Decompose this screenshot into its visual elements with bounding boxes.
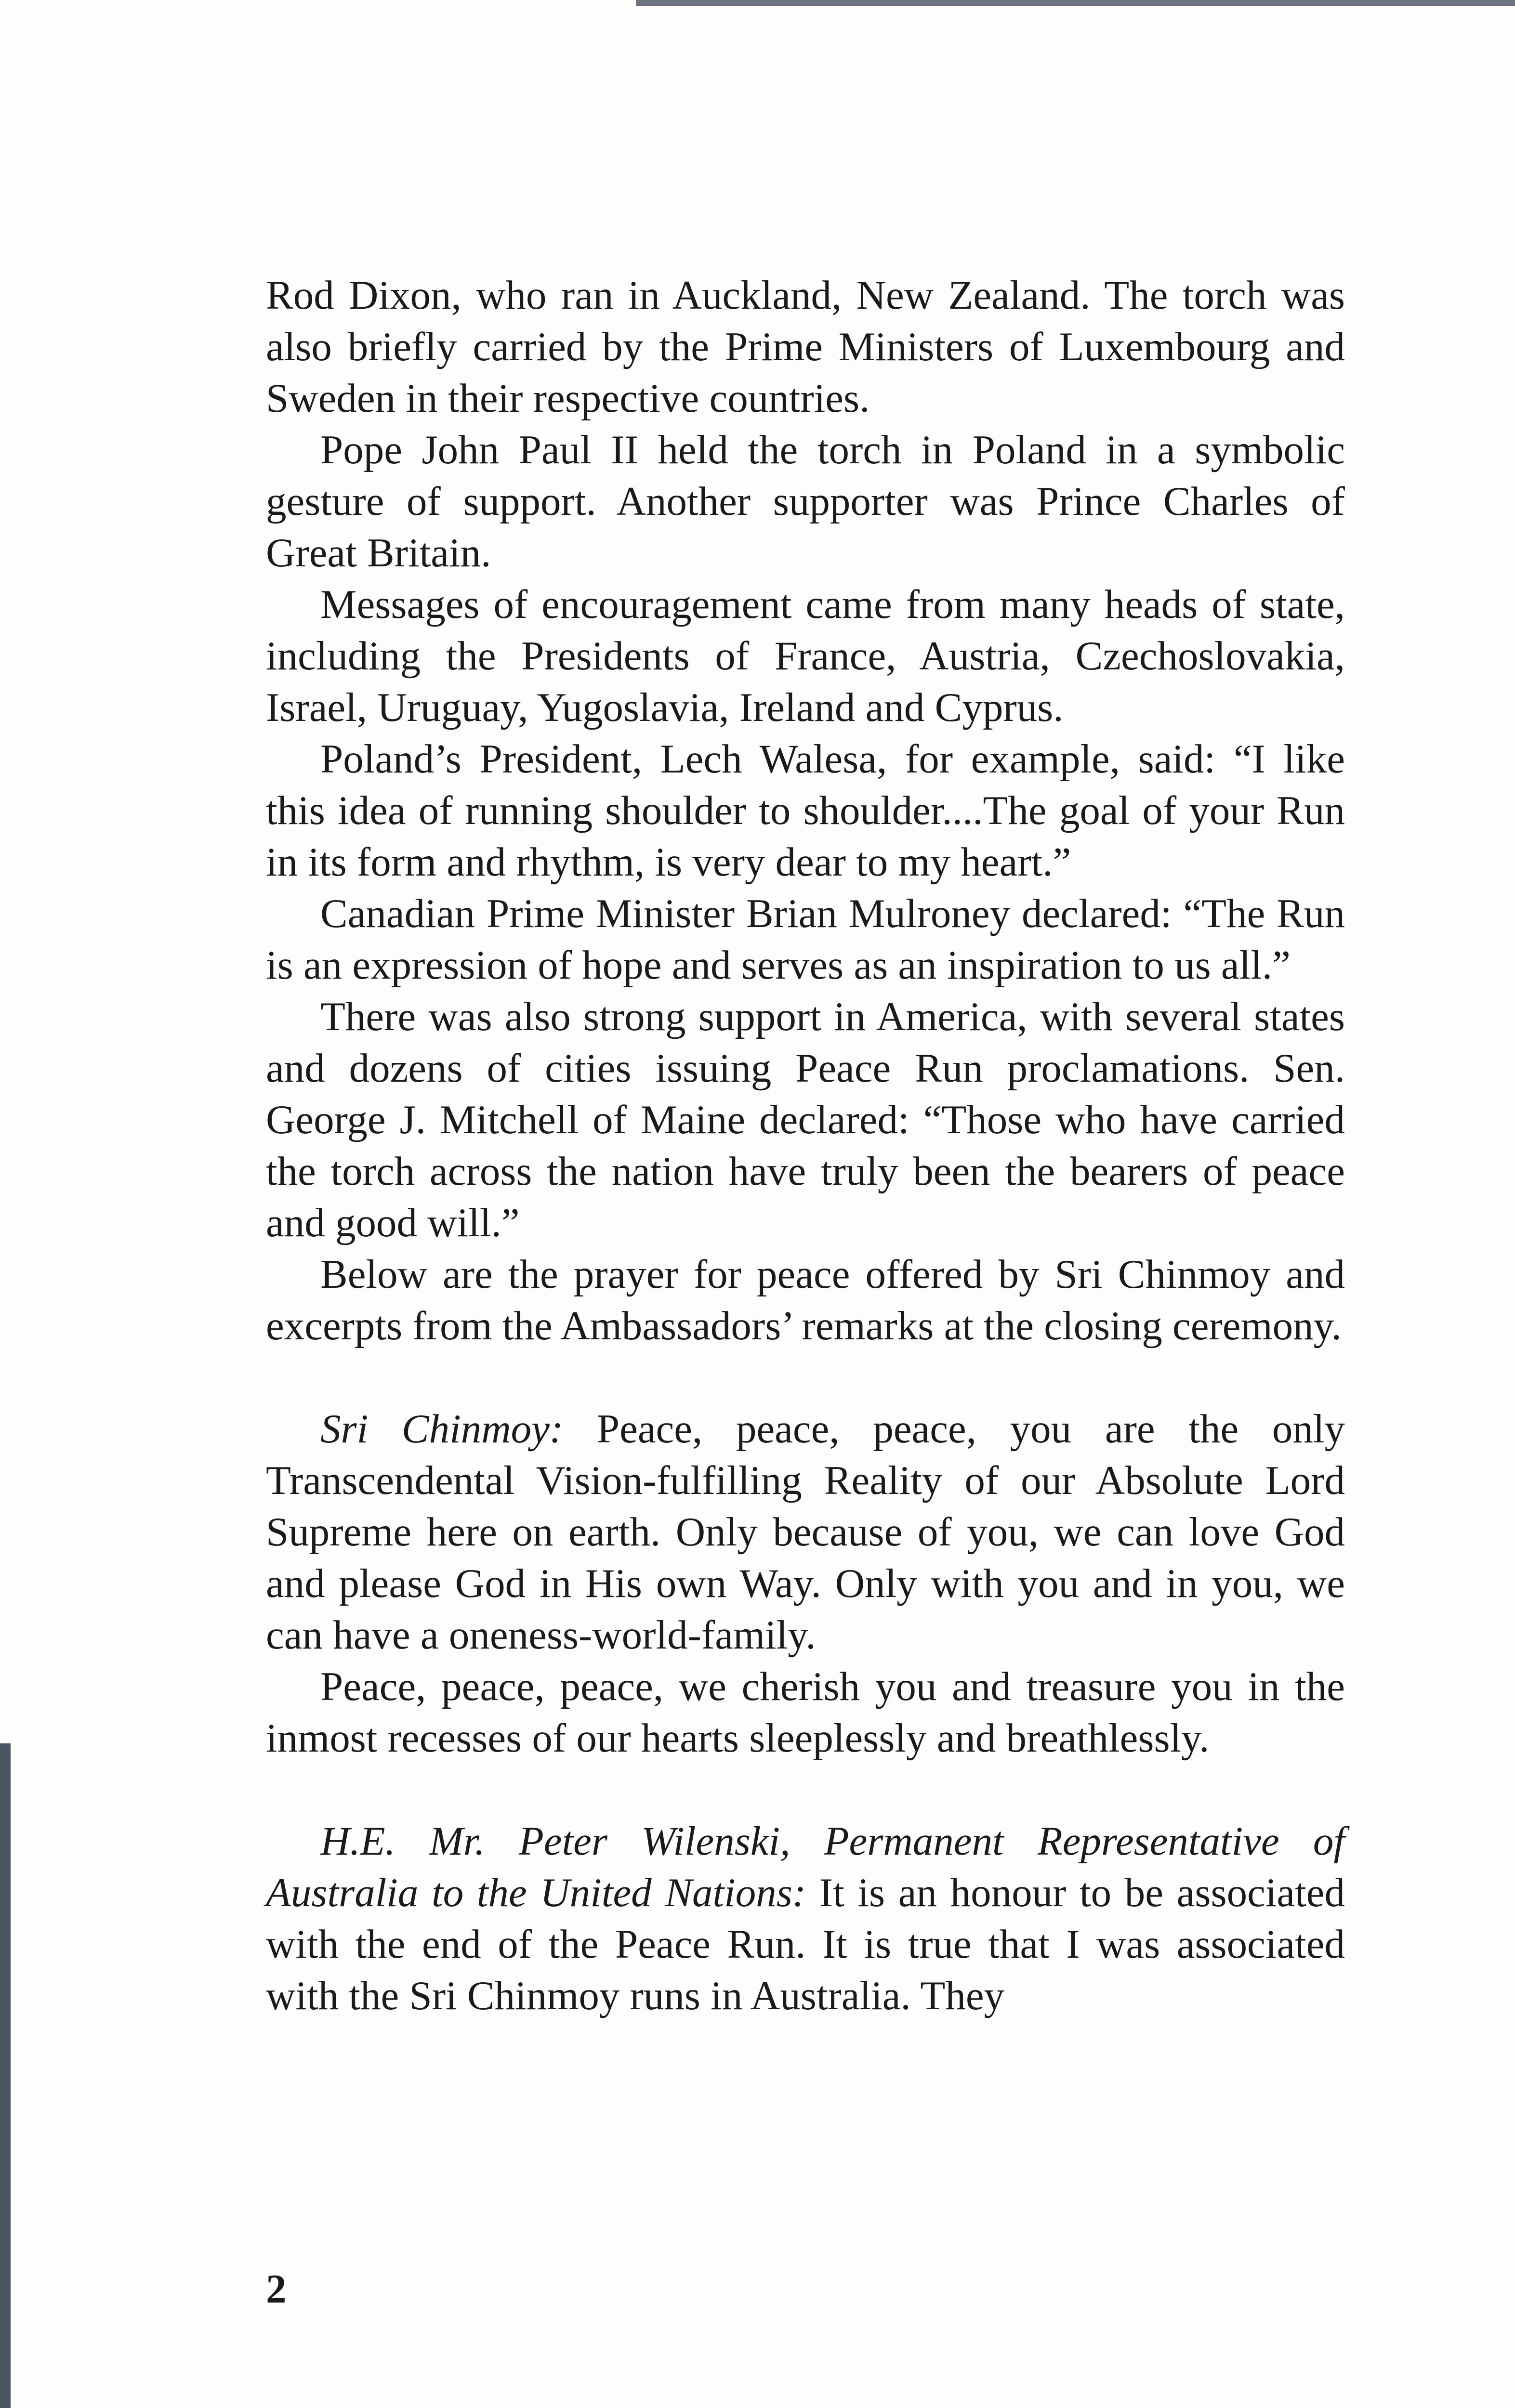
paragraph-wilenski: [266, 1816, 1345, 2022]
speaker-chinmoy: Sri Chinmoy:: [320, 1406, 564, 1452]
paragraph-continuation: Rod Dixon, who ran in Auckland, New Zealand. The torch was also briefly carried by the Prime Ministers of Luxembourg and Sweden in their respective countries.: [266, 273, 1345, 421]
paragraph-pope: Pope John Paul II held the torch in Poland in a symbolic gesture of support. Another supporter was Prince Charles of Great Britain.: [266, 427, 1345, 576]
page-number: 2: [266, 2266, 287, 2312]
speaker-wilenski: H.E. Mr. Peter Wilenski, Permanent Representative of Australia to the United Nations:: [266, 1819, 1345, 1915]
paragraph-intro-prayer: Below are the prayer for peace offered by Sri Chinmoy and excerpts from the Ambassadors’ remarks at the closing ceremony.: [266, 1252, 1345, 1348]
paragraph-mulroney: Canadian Prime Minister Brian Mulroney declared: “The Run is an expression of hope and serves as an inspiration to us all.”: [266, 891, 1345, 988]
paragraph-chinmoy-prayer: [266, 1403, 1345, 1661]
scan-binding-edge: [0, 1743, 11, 2408]
paragraph-heads-of-state: Messages of encouragement came from many heads of state, including the Presidents of France, Austria, Czechoslovakia, Israel, Uruguay, Yugoslavia, Ireland and Cyprus.: [266, 582, 1345, 730]
paragraph-america: There was also strong support in America, with several states and dozens of cities issuing Peace Run proclamations. Sen. George J. Mitchell of Maine declared: “Those who have carried the torch across the nation have truly been the bearers of peace and good will.”: [266, 994, 1345, 1245]
paragraph-chinmoy-continuation: Peace, peace, peace, we cherish you and treasure you in the inmost recesses of our hearts sleeplessly and breathlessly.: [266, 1664, 1345, 1761]
page-body: [266, 270, 1345, 2022]
paragraph-walesa: Poland’s President, Lech Walesa, for example, said: “I like this idea of running shoulder to shoulder....The goal of your Run in its form and rhythm, is very dear to my heart.”: [266, 736, 1345, 885]
wilenski-remarks-text: It is an honour to be associated with the end of the Peace Run. It is true that I was associated with the Sri Chinmoy runs in Australia. They: [266, 1870, 1345, 2018]
chinmoy-prayer-text: Peace, peace, peace, you are the only Transcendental Vision-fulfilling Reality of our Absolute Lord Supreme here on earth. Only because of you, we can love God and please God in His own Way. Only with you and in you, we can have a oneness-world-family.: [266, 1406, 1345, 1658]
scan-top-edge: [636, 0, 1515, 6]
